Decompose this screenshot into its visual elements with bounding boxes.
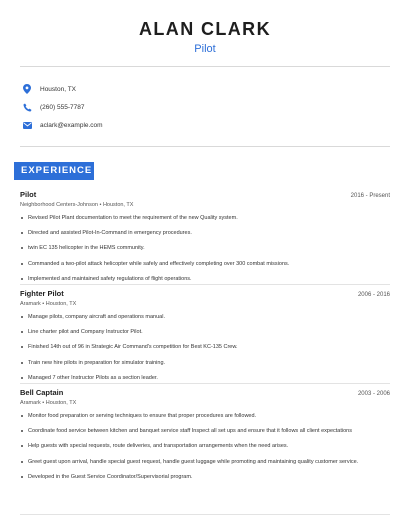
job-bullets (20, 313, 390, 382)
bullet-item: Train new hire pilots in preparation for simulator training. (20, 359, 390, 367)
candidate-name: ALAN CLARK (139, 19, 271, 39)
contact-phone (22, 98, 103, 116)
job-entry-fighter-pilot (20, 289, 390, 389)
job-entry-bell-captain (20, 388, 390, 488)
job-title: Fighter Pilot (20, 289, 64, 298)
page-bottom-divider (20, 514, 390, 515)
location-text: Houston, TX (40, 85, 77, 93)
job-company: Aramark • Houston, TX (20, 301, 77, 307)
bullet-item: Manage pilots, company aircraft and operations manual. (20, 313, 390, 321)
bullet-item: Commanded a two-pilot attack helicopter while safely and effectively completing over 300 combat missions. (20, 260, 390, 268)
job-dates: 2003 - 2006 (357, 391, 390, 397)
bullet-item: Help guests with special requests, route deliveries, and transportation arrangements when the need arises. (20, 442, 390, 450)
resume-header (0, 0, 410, 56)
bullet-item: Greet guest upon arrival, handle special guest request, handle guest luggage while promoting and maintaining quality customer service. (20, 458, 390, 466)
contact-info (22, 80, 103, 134)
contact-location (22, 80, 103, 98)
phone-icon (22, 102, 32, 112)
job-dates: 2006 - 2016 (357, 292, 390, 298)
job-divider (20, 383, 390, 384)
envelope-icon (22, 120, 32, 130)
bullet-item: Developed in the Guest Service Coordinator/Supervisorial program. (20, 473, 390, 481)
email-link[interactable]: aclark@example.com (40, 121, 103, 129)
bullet-item: Monitor food preparation or serving techniques to ensure that proper procedures are followed. (20, 412, 390, 420)
header-divider (20, 66, 390, 67)
job-bullets (20, 412, 390, 481)
contact-email[interactable] (22, 116, 103, 134)
bullet-item: Revised Pilot Plant documentation to meet the requirement of the new Quality system. (20, 214, 390, 222)
job-company: Neighborhood Centers-Johnson • Houston, TX (20, 202, 134, 208)
job-entry-pilot (20, 190, 390, 290)
job-title: Pilot (20, 190, 37, 199)
contact-divider (20, 146, 390, 147)
job-bullets (20, 214, 390, 283)
bullet-item: Line charter pilot and Company Instructor Pilot. (20, 328, 390, 336)
candidate-title: Pilot (194, 43, 216, 55)
bullet-item: Coordinate food service between kitchen and banquet service staff Inspect all set ups and ensure that it follows all client expectations (20, 427, 390, 435)
bullet-item: twin EC 135 helicopter in the HEMS community. (20, 244, 390, 252)
section-heading-experience: EXPERIENCE (14, 162, 94, 180)
bullet-item: Directed and assisted Pilot-In-Command in emergency procedures. (20, 229, 390, 237)
job-divider (20, 284, 390, 285)
job-dates: 2016 - Present (350, 193, 390, 199)
bullet-item: Finished 14th out of 96 in Strategic Air Command's competition for Best KC-135 Crew. (20, 343, 390, 351)
bullet-item: Implemented and maintained safety regulations of flight operations. (20, 275, 390, 283)
map-pin-icon (22, 84, 32, 94)
phone-text: (260) 555-7787 (40, 103, 85, 111)
job-title: Bell Captain (20, 388, 64, 397)
bullet-item: Managed 7 other Instructor Pilots as a section leader. (20, 374, 390, 382)
job-company: Aramark • Houston, TX (20, 400, 77, 406)
